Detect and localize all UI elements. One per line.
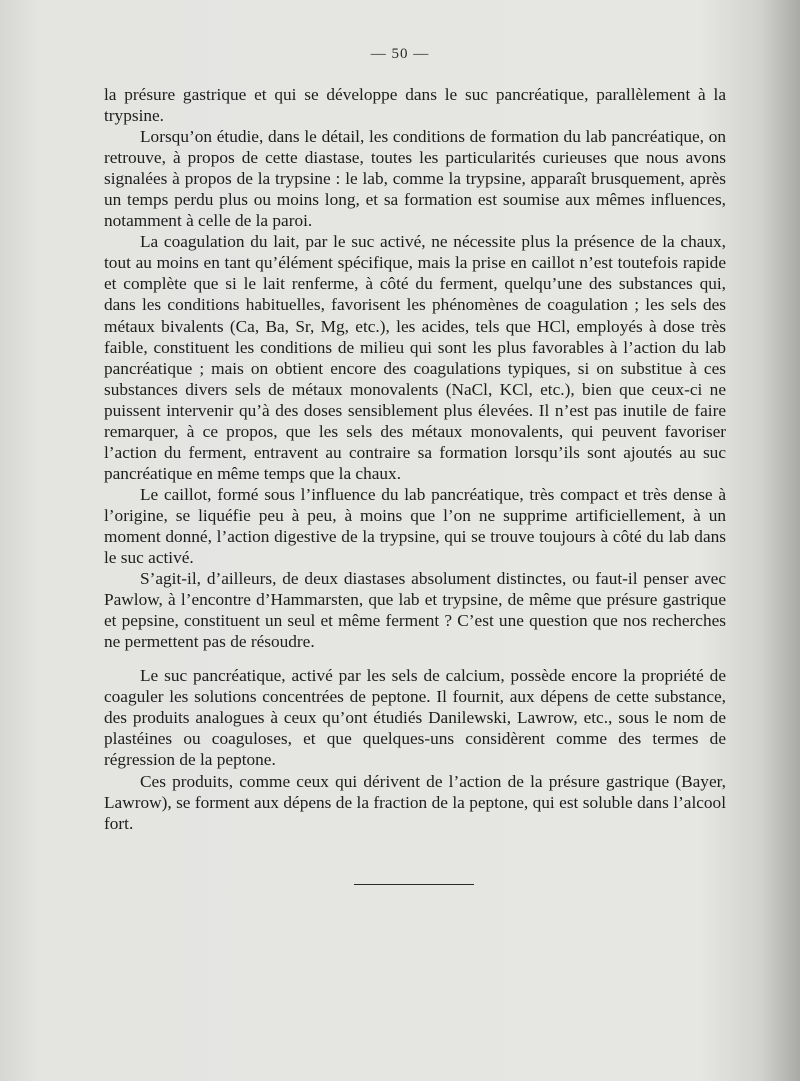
paragraph: la présure gastrique et qui se développe dans le suc pancréatique, parallèlement à la trypsine. (104, 85, 726, 126)
paragraph: Le suc pancréatique, activé par les sels de calcium, possède encore la propriété de coaguler les solutions concentrées de peptone. Il fournit, aux dépens de cette substance, des produits analogues à ceux qu’ont étudiés Danilewski, Lawrow, etc., sous le nom de plastéines ou coaguloses, et que quelques-uns considèrent comme des termes de régression de la peptone. (104, 666, 726, 770)
paragraph: La coagulation du lait, par le suc activé, ne nécessite plus la présence de la chaux, tout au moins en tant qu’élément spécifique, mais la prise en caillot n’est toutefois rapide et complète que si le lait renferme, à côté du ferment, quelqu’une des substances qui, dans les conditions habituelles, favorisent les phénomènes de coagulation ; les sels des métaux bivalents (Ca, Ba, Sr, Mg, etc.), les acides, tels que HCl, employés à dose très faible, constituent les conditions de milieu qui sont les plus favorables à l’action du lab pancréatique ; mais on obtient encore des coagulations typiques, si on substitue à ces substances divers sels de métaux monovalents (NaCl, KCl, etc.), bien que ceux-ci ne puissent intervenir qu’à des doses sensiblement plus élevées. Il n’est pas inutile de faire remarquer, à ce propos, que les sels des métaux monovalents, qui peuvent favoriser l’action du ferment, entravent au contraire sa formation lorsqu’ils sont ajoutés au suc pancréatique en même temps que la chaux. (104, 232, 726, 483)
paragraph: Le caillot, formé sous l’influence du lab pancréatique, très compact et très dense à l’origine, se liquéfie peu à peu, à moins que l’on ne supprime artificiellement, à un moment donné, l’action digestive de la trypsine, qui se trouve toujours à côté du lab dans le suc activé. (104, 484, 726, 568)
page-number: — 50 — (370, 46, 430, 62)
paragraph: S’agit-il, d’ailleurs, de deux diastases absolument distinctes, ou faut-il penser avec Pawlow, à l’encontre d’Hammarsten, que lab et trypsine, de même que présure gastrique et pepsine, constituent un seul et même ferment ? C’est une question que nos recherches ne permettent pas de résoudre. (104, 569, 726, 652)
end-rule (354, 884, 474, 885)
paragraph: Lorsqu’on étudie, dans le détail, les conditions de formation du lab pancréatique, on retrouve, à propos de cette diastase, toutes les particularités curieuses que nous avons signalées à propos de la trypsine : le lab, comme la trypsine, apparaît brusquement, après un temps perdu plus ou moins long, et sa formation est soumise aux mêmes influences, notamment à celle de la paroi. (104, 127, 726, 231)
body-text (104, 84, 726, 834)
paragraph: Ces produits, comme ceux qui dérivent de l’action de la présure gastrique (Bayer, Lawrow), se forment aux dépens de la fraction de la peptone, qui est soluble dans l’alcool fort. (104, 771, 726, 833)
